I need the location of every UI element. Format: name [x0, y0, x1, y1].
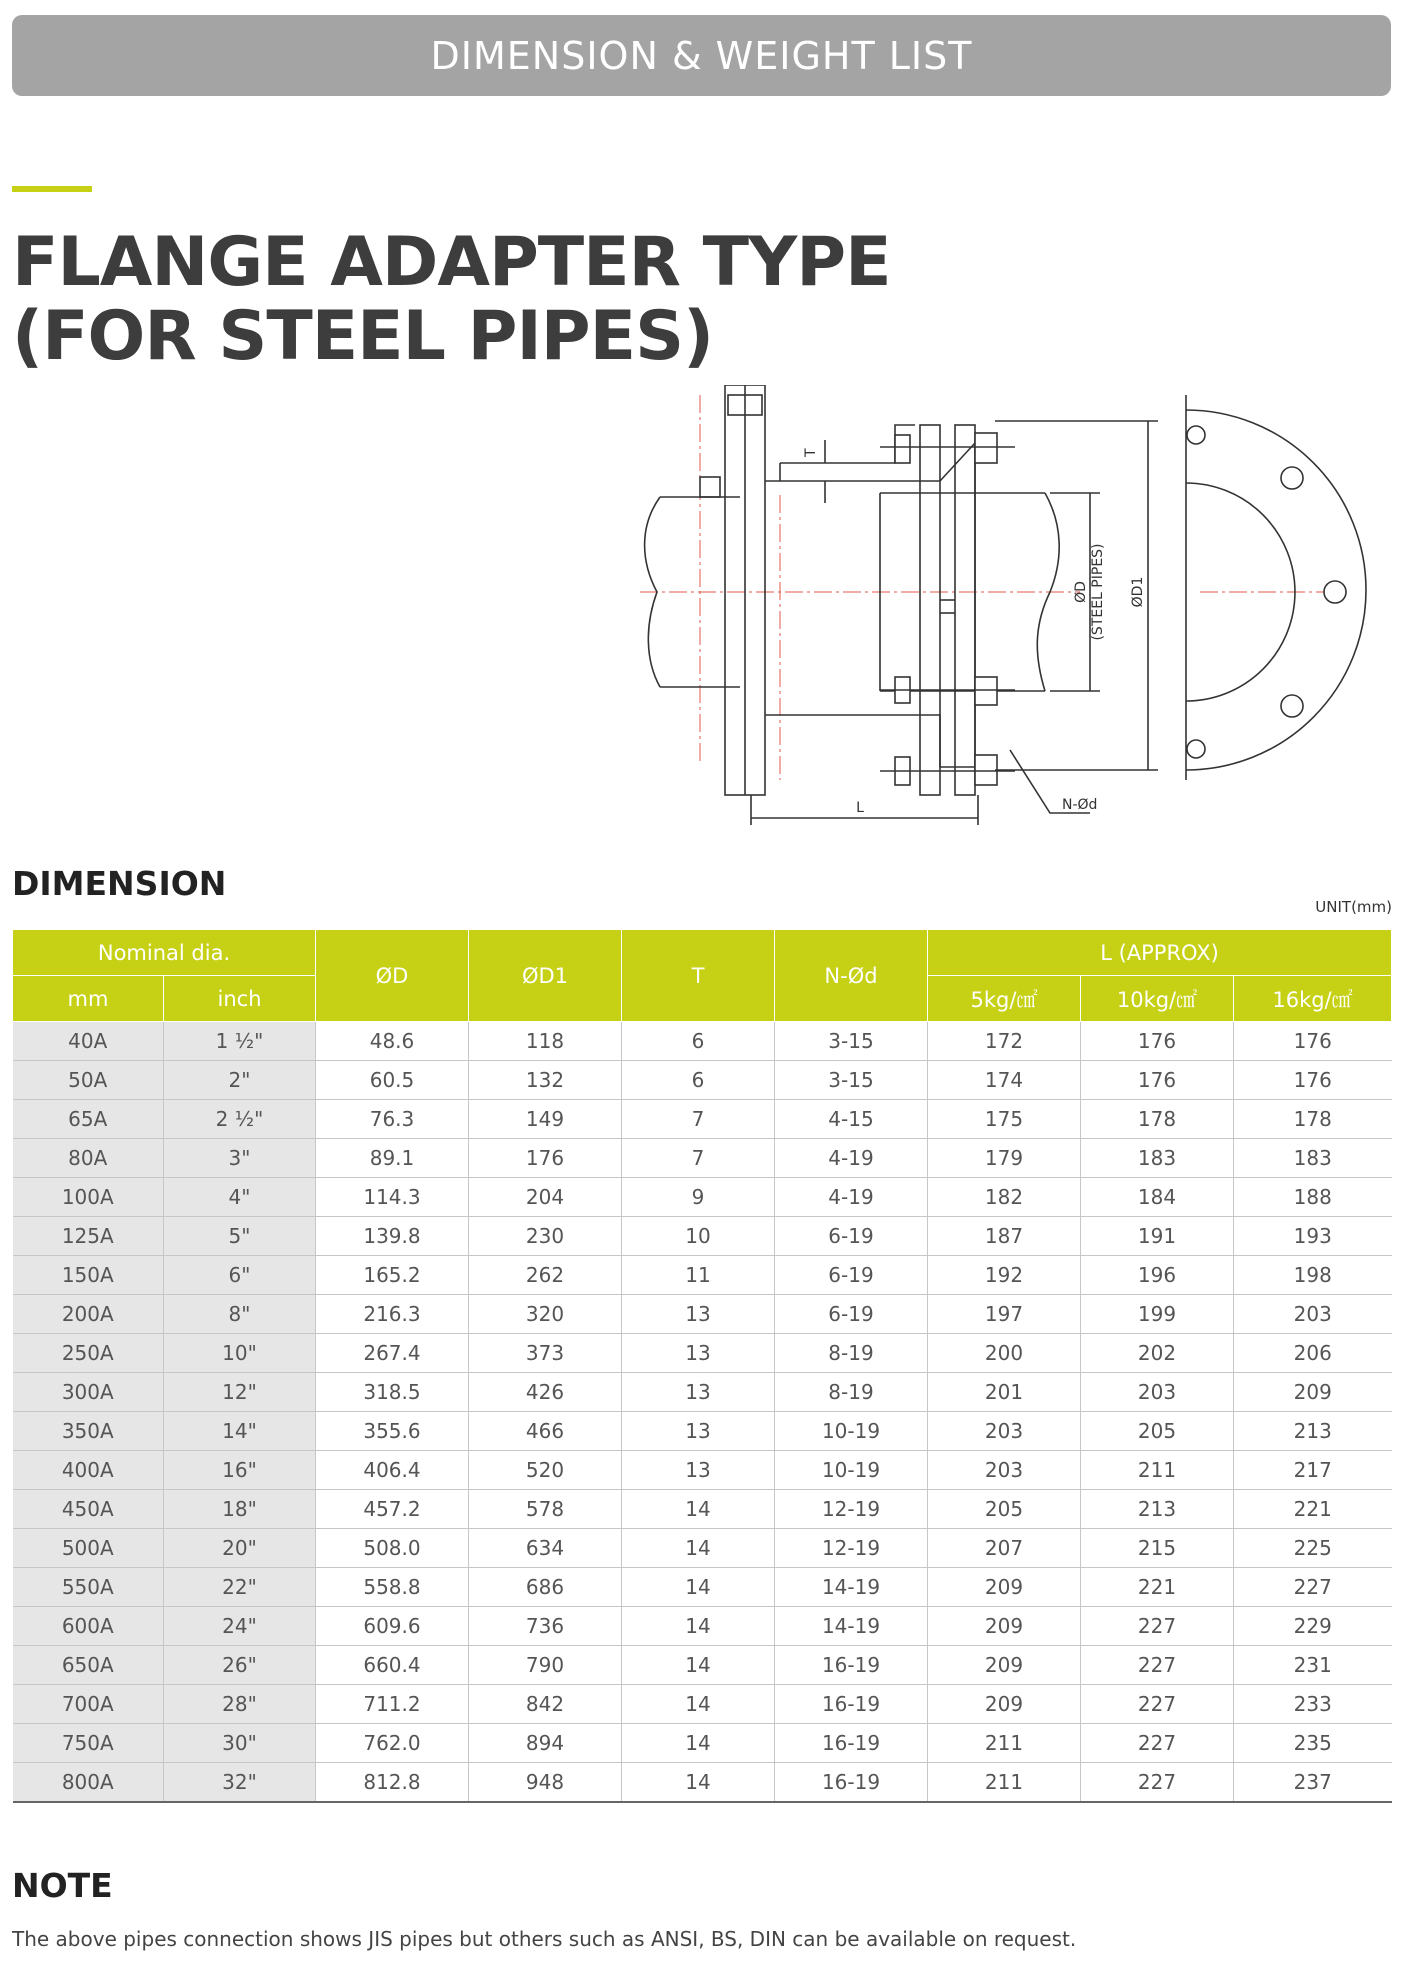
cell-l10: 178	[1081, 1100, 1234, 1139]
cell-nod: 8-19	[775, 1373, 928, 1412]
cell-l16: 217	[1234, 1451, 1392, 1490]
table-header-row	[13, 930, 1392, 976]
cell-od1: 149	[469, 1100, 622, 1139]
cell-od: 762.0	[316, 1724, 469, 1763]
cell-l5: 211	[928, 1724, 1081, 1763]
cell-od1: 426	[469, 1373, 622, 1412]
cell-od1: 132	[469, 1061, 622, 1100]
table-row	[13, 1724, 1392, 1763]
cell-inch: 24"	[164, 1607, 316, 1646]
table-row	[13, 1178, 1392, 1217]
note-heading: NOTE	[12, 1866, 113, 1905]
section-banner	[12, 15, 1391, 96]
cell-nod: 16-19	[775, 1685, 928, 1724]
cell-nod: 4-19	[775, 1178, 928, 1217]
cell-l5: 203	[928, 1451, 1081, 1490]
cell-inch: 12"	[164, 1373, 316, 1412]
cell-l10: 227	[1081, 1646, 1234, 1685]
table-row	[13, 1490, 1392, 1529]
cell-l16: 176	[1234, 1022, 1392, 1061]
cell-t: 14	[622, 1685, 775, 1724]
cell-l10: 215	[1081, 1529, 1234, 1568]
header-5kg: 5kg/㎠	[928, 976, 1081, 1022]
cell-mm: 80A	[13, 1139, 164, 1178]
cell-inch: 1 ½"	[164, 1022, 316, 1061]
table-row	[13, 1373, 1392, 1412]
cell-l10: 176	[1081, 1061, 1234, 1100]
cell-t: 14	[622, 1724, 775, 1763]
cell-od: 216.3	[316, 1295, 469, 1334]
cell-od: 89.1	[316, 1139, 469, 1178]
diagram-label-l: L	[856, 800, 864, 816]
table-row	[13, 1100, 1392, 1139]
cell-od1: 894	[469, 1724, 622, 1763]
cell-od: 711.2	[316, 1685, 469, 1724]
cell-l10: 199	[1081, 1295, 1234, 1334]
flange-adapter-drawing	[640, 385, 1380, 845]
cell-od1: 262	[469, 1256, 622, 1295]
cell-l16: 206	[1234, 1334, 1392, 1373]
cell-mm: 550A	[13, 1568, 164, 1607]
cell-t: 13	[622, 1451, 775, 1490]
cell-l5: 203	[928, 1412, 1081, 1451]
cell-l10: 221	[1081, 1568, 1234, 1607]
cell-nod: 3-15	[775, 1061, 928, 1100]
cell-t: 7	[622, 1100, 775, 1139]
banner-title: DIMENSION & WEIGHT LIST	[430, 33, 973, 78]
unit-label: UNIT(mm)	[1315, 898, 1392, 916]
header-od: ØD	[316, 930, 469, 1022]
diagram-label-od: ØD	[1073, 581, 1089, 603]
cell-inch: 6"	[164, 1256, 316, 1295]
cell-od: 812.8	[316, 1763, 469, 1803]
table-row	[13, 1139, 1392, 1178]
cell-od1: 118	[469, 1022, 622, 1061]
cell-mm: 650A	[13, 1646, 164, 1685]
cell-t: 13	[622, 1295, 775, 1334]
cell-od: 457.2	[316, 1490, 469, 1529]
dimension-table	[12, 929, 1392, 1803]
cell-l5: 209	[928, 1646, 1081, 1685]
cell-l5: 179	[928, 1139, 1081, 1178]
cell-l5: 207	[928, 1529, 1081, 1568]
cell-nod: 6-19	[775, 1295, 928, 1334]
cell-inch: 18"	[164, 1490, 316, 1529]
cell-od: 508.0	[316, 1529, 469, 1568]
cell-inch: 32"	[164, 1763, 316, 1803]
cell-l10: 227	[1081, 1607, 1234, 1646]
cell-l10: 183	[1081, 1139, 1234, 1178]
cell-nod: 14-19	[775, 1607, 928, 1646]
cell-t: 6	[622, 1061, 775, 1100]
cell-nod: 6-19	[775, 1256, 928, 1295]
product-title	[12, 223, 891, 376]
cell-inch: 2"	[164, 1061, 316, 1100]
cell-l16: 198	[1234, 1256, 1392, 1295]
table-row	[13, 1256, 1392, 1295]
cell-mm: 150A	[13, 1256, 164, 1295]
cell-nod: 10-19	[775, 1412, 928, 1451]
cell-mm: 100A	[13, 1178, 164, 1217]
cell-od1: 842	[469, 1685, 622, 1724]
cell-mm: 450A	[13, 1490, 164, 1529]
cell-l16: 213	[1234, 1412, 1392, 1451]
cell-l16: 203	[1234, 1295, 1392, 1334]
cell-nod: 16-19	[775, 1763, 928, 1803]
cell-l5: 209	[928, 1685, 1081, 1724]
cell-l5: 187	[928, 1217, 1081, 1256]
header-n-od: N-Ød	[775, 930, 928, 1022]
cell-od: 406.4	[316, 1451, 469, 1490]
header-l-approx: L (APPROX)	[928, 930, 1392, 976]
cell-l10: 213	[1081, 1490, 1234, 1529]
cell-inch: 28"	[164, 1685, 316, 1724]
cell-nod: 4-15	[775, 1100, 928, 1139]
cell-od1: 320	[469, 1295, 622, 1334]
cell-l5: 197	[928, 1295, 1081, 1334]
cell-t: 11	[622, 1256, 775, 1295]
table-row	[13, 1217, 1392, 1256]
cell-mm: 600A	[13, 1607, 164, 1646]
cell-mm: 750A	[13, 1724, 164, 1763]
cell-l16: 237	[1234, 1763, 1392, 1803]
cell-od: 660.4	[316, 1646, 469, 1685]
product-title-line-1: FLANGE ADAPTER TYPE	[12, 223, 891, 302]
table-row	[13, 1451, 1392, 1490]
cell-nod: 14-19	[775, 1568, 928, 1607]
table-row	[13, 1295, 1392, 1334]
product-title-line-2: (FOR STEEL PIPES)	[12, 297, 714, 376]
cell-l5: 175	[928, 1100, 1081, 1139]
table-row	[13, 1685, 1392, 1724]
header-nominal-dia: Nominal dia.	[13, 930, 316, 976]
cell-od: 48.6	[316, 1022, 469, 1061]
cell-t: 6	[622, 1022, 775, 1061]
cell-od1: 373	[469, 1334, 622, 1373]
header-10kg: 10kg/㎠	[1081, 976, 1234, 1022]
cell-l5: 201	[928, 1373, 1081, 1412]
cell-l10: 227	[1081, 1763, 1234, 1803]
table-row	[13, 1568, 1392, 1607]
cell-t: 14	[622, 1490, 775, 1529]
dimension-heading: DIMENSION	[12, 864, 227, 903]
cell-inch: 20"	[164, 1529, 316, 1568]
cell-l16: 193	[1234, 1217, 1392, 1256]
cell-mm: 500A	[13, 1529, 164, 1568]
cell-od1: 578	[469, 1490, 622, 1529]
cell-mm: 125A	[13, 1217, 164, 1256]
table-body	[13, 1022, 1392, 1803]
cell-t: 13	[622, 1334, 775, 1373]
cell-nod: 16-19	[775, 1646, 928, 1685]
cell-mm: 800A	[13, 1763, 164, 1803]
cell-od: 60.5	[316, 1061, 469, 1100]
cell-l16: 183	[1234, 1139, 1392, 1178]
cell-od1: 204	[469, 1178, 622, 1217]
cell-inch: 3"	[164, 1139, 316, 1178]
cell-nod: 4-19	[775, 1139, 928, 1178]
cell-nod: 12-19	[775, 1529, 928, 1568]
cell-t: 14	[622, 1568, 775, 1607]
cell-l10: 196	[1081, 1256, 1234, 1295]
cell-od: 318.5	[316, 1373, 469, 1412]
table-row	[13, 1646, 1392, 1685]
cell-l5: 172	[928, 1022, 1081, 1061]
cell-od1: 520	[469, 1451, 622, 1490]
cell-od: 139.8	[316, 1217, 469, 1256]
cell-l5: 205	[928, 1490, 1081, 1529]
cell-l10: 227	[1081, 1724, 1234, 1763]
cell-l10: 205	[1081, 1412, 1234, 1451]
cell-l5: 209	[928, 1568, 1081, 1607]
header-t: T	[622, 930, 775, 1022]
table-row	[13, 1763, 1392, 1803]
cell-od1: 230	[469, 1217, 622, 1256]
cell-t: 9	[622, 1178, 775, 1217]
cell-l5: 200	[928, 1334, 1081, 1373]
cell-inch: 4"	[164, 1178, 316, 1217]
cell-l16: 221	[1234, 1490, 1392, 1529]
cell-t: 14	[622, 1763, 775, 1803]
cell-l10: 211	[1081, 1451, 1234, 1490]
cell-nod: 8-19	[775, 1334, 928, 1373]
cell-od1: 634	[469, 1529, 622, 1568]
cell-inch: 5"	[164, 1217, 316, 1256]
cell-t: 13	[622, 1412, 775, 1451]
cell-od: 114.3	[316, 1178, 469, 1217]
cell-inch: 30"	[164, 1724, 316, 1763]
cell-t: 14	[622, 1529, 775, 1568]
cell-t: 10	[622, 1217, 775, 1256]
cell-l10: 184	[1081, 1178, 1234, 1217]
header-od1: ØD1	[469, 930, 622, 1022]
cell-l10: 203	[1081, 1373, 1234, 1412]
header-16kg: 16kg/㎠	[1234, 976, 1392, 1022]
cell-t: 7	[622, 1139, 775, 1178]
cell-inch: 2 ½"	[164, 1100, 316, 1139]
cell-mm: 50A	[13, 1061, 164, 1100]
cell-l5: 209	[928, 1607, 1081, 1646]
cell-l10: 227	[1081, 1685, 1234, 1724]
cell-nod: 16-19	[775, 1724, 928, 1763]
header-inch: inch	[164, 976, 316, 1022]
cell-inch: 26"	[164, 1646, 316, 1685]
cell-mm: 250A	[13, 1334, 164, 1373]
cell-inch: 8"	[164, 1295, 316, 1334]
cell-nod: 12-19	[775, 1490, 928, 1529]
cell-l5: 192	[928, 1256, 1081, 1295]
cell-mm: 200A	[13, 1295, 164, 1334]
note-text: The above pipes connection shows JIS pipes but others such as ANSI, BS, DIN can be available on request.	[12, 1927, 1077, 1951]
cell-l10: 191	[1081, 1217, 1234, 1256]
cell-od1: 466	[469, 1412, 622, 1451]
cell-mm: 40A	[13, 1022, 164, 1061]
cell-od: 609.6	[316, 1607, 469, 1646]
cell-od1: 948	[469, 1763, 622, 1803]
table-row	[13, 1022, 1392, 1061]
cell-od: 267.4	[316, 1334, 469, 1373]
cell-l16: 178	[1234, 1100, 1392, 1139]
cell-od1: 176	[469, 1139, 622, 1178]
diagram-label-od1: ØD1	[1130, 576, 1146, 608]
cell-l10: 176	[1081, 1022, 1234, 1061]
cell-l16: 188	[1234, 1178, 1392, 1217]
table-row	[13, 1412, 1392, 1451]
cell-od1: 686	[469, 1568, 622, 1607]
cell-t: 13	[622, 1373, 775, 1412]
diagram-label-steel-pipes: (STEEL PIPES)	[1090, 543, 1106, 641]
table-row	[13, 1529, 1392, 1568]
cell-od1: 790	[469, 1646, 622, 1685]
diagram-label-n-od: N-Ød	[1062, 797, 1098, 813]
accent-divider	[12, 186, 92, 192]
cell-mm: 350A	[13, 1412, 164, 1451]
table-row	[13, 1061, 1392, 1100]
table-row	[13, 1334, 1392, 1373]
cell-nod: 6-19	[775, 1217, 928, 1256]
cell-od: 355.6	[316, 1412, 469, 1451]
cell-od: 558.8	[316, 1568, 469, 1607]
cell-nod: 3-15	[775, 1022, 928, 1061]
cell-mm: 300A	[13, 1373, 164, 1412]
cell-inch: 16"	[164, 1451, 316, 1490]
cell-inch: 10"	[164, 1334, 316, 1373]
table-row	[13, 1607, 1392, 1646]
cell-od: 165.2	[316, 1256, 469, 1295]
cell-t: 14	[622, 1607, 775, 1646]
cell-t: 14	[622, 1646, 775, 1685]
cell-l5: 182	[928, 1178, 1081, 1217]
cell-inch: 22"	[164, 1568, 316, 1607]
cell-l16: 231	[1234, 1646, 1392, 1685]
cell-l16: 225	[1234, 1529, 1392, 1568]
cell-od1: 736	[469, 1607, 622, 1646]
cell-nod: 10-19	[775, 1451, 928, 1490]
header-mm: mm	[13, 976, 164, 1022]
diagram-label-t: T	[803, 448, 819, 457]
cell-l16: 229	[1234, 1607, 1392, 1646]
cell-l5: 174	[928, 1061, 1081, 1100]
cell-l5: 211	[928, 1763, 1081, 1803]
cell-l16: 233	[1234, 1685, 1392, 1724]
cell-l16: 176	[1234, 1061, 1392, 1100]
cell-l16: 209	[1234, 1373, 1392, 1412]
cell-l16: 235	[1234, 1724, 1392, 1763]
cell-l10: 202	[1081, 1334, 1234, 1373]
cell-inch: 14"	[164, 1412, 316, 1451]
cell-od: 76.3	[316, 1100, 469, 1139]
cell-l16: 227	[1234, 1568, 1392, 1607]
cell-mm: 400A	[13, 1451, 164, 1490]
cell-mm: 700A	[13, 1685, 164, 1724]
cell-mm: 65A	[13, 1100, 164, 1139]
